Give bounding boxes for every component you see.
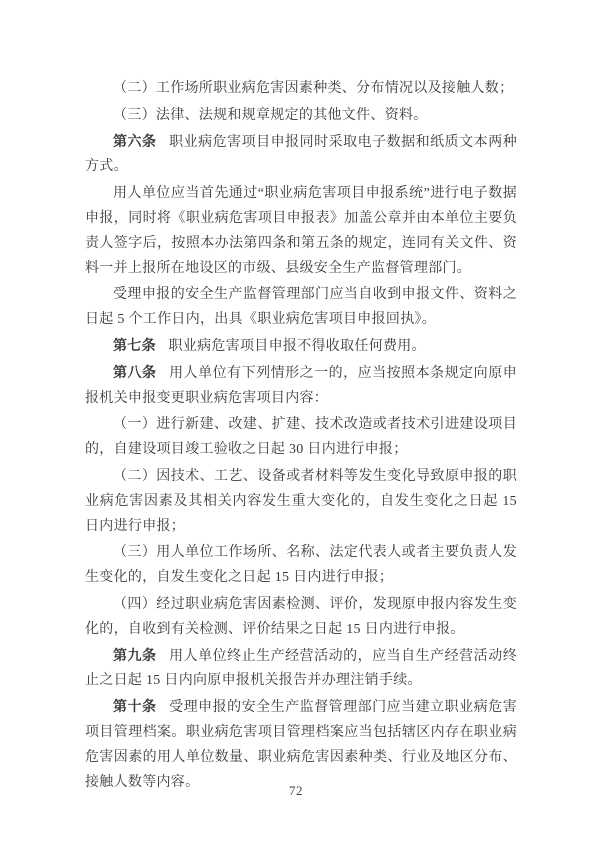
paragraph [85,463,517,539]
paragraph-text: （二）工作场所职业病危害因素种类、分布情况以及接触人数； [113,81,514,96]
paragraph-text: 受理申报的安全生产监督管理部门应当自收到申报文件、资料之日起 5 个工作日内，出具《职业病危害项目申报回执》。 [85,287,517,328]
paragraph [85,539,517,591]
paragraph-text: （二）因技术、工艺、设备或者材料等发生变化导致原申报的职业病危害因素及其相关内容发生重大变化的，自发生变化之日起 15 日内进行申报； [85,468,517,534]
paragraph [85,281,517,333]
article-number: 第八条 [113,363,157,380]
paragraph-text: 用人单位有下列情形之一的，应当按照本条规定向原申报机关申报变更职业病危害项目内容： [85,365,517,406]
paragraph [85,129,517,181]
paragraph [85,102,517,129]
paragraph-text: （三）用人单位工作场所、名称、法定代表人或者主要负责人发生变化的，自发生变化之日起 15 日内进行申报； [85,545,517,586]
paragraph-text: （三）法律、法规和规章规定的其他文件、资料。 [113,107,428,123]
paragraph [85,694,517,795]
paragraph [85,180,517,281]
paragraph-text: 用人单位终止生产经营活动的，应当自生产经营活动终止之日起 15 日内向原申报机关报告并办理注销手续。 [85,648,517,689]
paragraph-text: 职业病危害项目申报同时采取电子数据和纸质文本两种方式。 [85,134,517,175]
article-number: 第十条 [113,698,157,715]
page-number: 72 [289,783,303,798]
article-number: 第七条 [113,336,156,353]
paragraph-text: 受理申报的安全生产监督管理部门应当建立职业病危害项目管理档案。职业病危害项目管理档案应当包括辖区内存在职业病危害因素的用人单位数量、职业病危害因素种类、行业及地区分布、接触人数等内容。 [85,700,517,790]
paragraph [85,360,517,412]
article-number: 第六条 [113,132,157,149]
paragraph-text: （一）进行新建、改建、扩建、技术改造或者技术引进建设项目的，自建设项目竣工验收之日起 30 日内进行申报； [85,417,517,458]
paragraph [85,411,517,463]
paragraph [85,591,517,643]
paragraph-text: 用人单位应当首先通过“职业病危害项目申报系统”进行电子数据申报，同时将《职业病危害项目申报表》加盖公章并由本单位主要负责人签字后，按照本办法第四条和第五条的规定，连同有关文件、资料一并上报所在地设区的市级、县级安全生产监督管理部门。 [85,186,517,276]
document-body [85,75,517,795]
paragraph-text: 职业病危害项目申报不得收取任何费用。 [168,338,426,354]
paragraph-text: （四）经过职业病危害因素检测、评价，发现原申报内容发生变化的，自收到有关检测、评价结果之日起 15 日内进行申报。 [85,596,517,637]
article-number: 第九条 [113,646,157,663]
paragraph [85,643,517,695]
paragraph [85,333,517,360]
paragraph [85,75,517,102]
